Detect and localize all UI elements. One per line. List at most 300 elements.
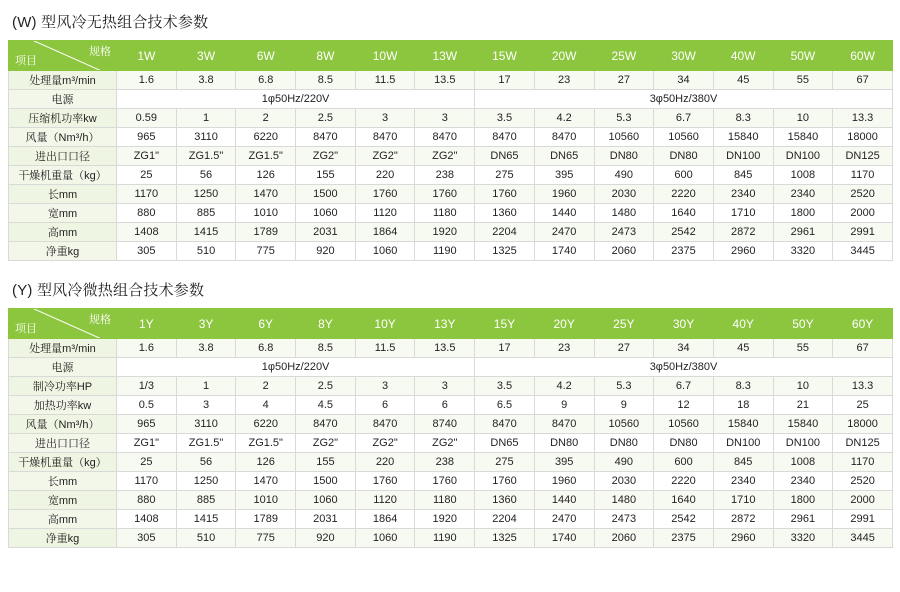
model-header-20w: 20W: [534, 41, 594, 71]
data-cell: 27: [594, 71, 654, 90]
data-cell: 4: [236, 396, 296, 415]
model-header-3w: 3W: [176, 41, 236, 71]
data-cell: 6: [415, 396, 475, 415]
data-cell: DN100: [713, 147, 773, 166]
data-cell: 2000: [833, 204, 893, 223]
data-cell: 1180: [415, 491, 475, 510]
data-cell: 220: [355, 453, 415, 472]
data-cell: 2031: [296, 510, 356, 529]
data-cell: 27: [594, 339, 654, 358]
data-cell: 3.8: [176, 339, 236, 358]
table-row: [9, 472, 893, 491]
table-row: [9, 128, 893, 147]
data-cell: 1480: [594, 491, 654, 510]
data-cell: 8470: [534, 128, 594, 147]
row-label: 高mm: [9, 510, 117, 529]
data-cell: 10560: [654, 128, 714, 147]
model-header-13y: 13Y: [415, 309, 475, 339]
power-supply-cell: 1φ50Hz/220V: [117, 358, 475, 377]
data-cell: 1408: [117, 510, 177, 529]
data-cell: 2520: [833, 185, 893, 204]
data-cell: 275: [475, 453, 535, 472]
row-label: 净重kg: [9, 529, 117, 548]
data-cell: 8470: [415, 128, 475, 147]
data-cell: 155: [296, 453, 356, 472]
data-cell: 45: [713, 339, 773, 358]
data-cell: 1710: [713, 491, 773, 510]
data-cell: 1470: [236, 472, 296, 491]
data-cell: 8.5: [296, 339, 356, 358]
data-cell: 8470: [355, 415, 415, 434]
model-header-30y: 30Y: [654, 309, 714, 339]
data-cell: 17: [475, 339, 535, 358]
data-cell: 6.7: [654, 377, 714, 396]
data-cell: 6.7: [654, 109, 714, 128]
data-cell: 8.3: [713, 109, 773, 128]
model-header-30w: 30W: [654, 41, 714, 71]
data-cell: 2473: [594, 223, 654, 242]
spec-table-w-body: [9, 41, 893, 261]
table-row: [9, 185, 893, 204]
data-cell: 920: [296, 242, 356, 261]
data-cell: 8.5: [296, 71, 356, 90]
data-cell: 6.5: [475, 396, 535, 415]
y-header-row: [9, 309, 893, 339]
data-cell: 2060: [594, 529, 654, 548]
data-cell: 3: [415, 109, 475, 128]
data-cell: 155: [296, 166, 356, 185]
data-cell: DN65: [534, 147, 594, 166]
row-label: 长mm: [9, 472, 117, 491]
row-label: 电源: [9, 358, 117, 377]
data-cell: DN65: [475, 147, 535, 166]
table-row: [9, 453, 893, 472]
data-cell: 3110: [176, 128, 236, 147]
data-cell: ZG2": [296, 147, 356, 166]
data-cell: 1760: [355, 472, 415, 491]
model-header-8w: 8W: [296, 41, 356, 71]
row-label: 电源: [9, 90, 117, 109]
data-cell: 1500: [296, 185, 356, 204]
model-header-20y: 20Y: [534, 309, 594, 339]
data-cell: 2960: [713, 242, 773, 261]
data-cell: 1640: [654, 204, 714, 223]
data-cell: 1: [176, 377, 236, 396]
data-cell: 126: [236, 453, 296, 472]
data-cell: ZG2": [296, 434, 356, 453]
data-cell: 67: [833, 339, 893, 358]
data-cell: 775: [236, 529, 296, 548]
corner-spec-label: 规格: [89, 314, 111, 326]
data-cell: 34: [654, 71, 714, 90]
data-cell: 55: [773, 71, 833, 90]
data-cell: ZG2": [355, 434, 415, 453]
data-cell: ZG2": [415, 147, 475, 166]
data-cell: 965: [117, 415, 177, 434]
data-cell: 2340: [713, 185, 773, 204]
data-cell: 1360: [475, 491, 535, 510]
w-header-row: [9, 41, 893, 71]
spec-table-y: [8, 308, 893, 548]
data-cell: 5.3: [594, 377, 654, 396]
data-cell: 1408: [117, 223, 177, 242]
table-row: [9, 242, 893, 261]
data-cell: DN100: [773, 434, 833, 453]
row-label: 宽mm: [9, 491, 117, 510]
data-cell: 15840: [773, 415, 833, 434]
row-label: 压缩机功率kw: [9, 109, 117, 128]
data-cell: 56: [176, 453, 236, 472]
data-cell: 1640: [654, 491, 714, 510]
data-cell: 13.3: [833, 377, 893, 396]
data-cell: 1325: [475, 242, 535, 261]
data-cell: 1789: [236, 510, 296, 529]
data-cell: 4.2: [534, 109, 594, 128]
data-cell: 1008: [773, 166, 833, 185]
data-cell: 2470: [534, 510, 594, 529]
data-cell: 1864: [355, 510, 415, 529]
model-header-6y: 6Y: [236, 309, 296, 339]
row-label: 风量（Nm³/h）: [9, 415, 117, 434]
data-cell: 1325: [475, 529, 535, 548]
data-cell: 2030: [594, 472, 654, 491]
row-label: 风量（Nm³/h）: [9, 128, 117, 147]
data-cell: 2520: [833, 472, 893, 491]
data-cell: 6.8: [236, 71, 296, 90]
data-cell: 1740: [534, 529, 594, 548]
data-cell: 275: [475, 166, 535, 185]
data-cell: 1920: [415, 510, 475, 529]
data-cell: 885: [176, 491, 236, 510]
data-cell: 13.5: [415, 339, 475, 358]
data-cell: 490: [594, 166, 654, 185]
table-row: [9, 434, 893, 453]
data-cell: 1060: [296, 491, 356, 510]
data-cell: 10560: [594, 128, 654, 147]
data-cell: 600: [654, 166, 714, 185]
data-cell: 8470: [296, 415, 356, 434]
data-cell: 920: [296, 529, 356, 548]
data-cell: 5.3: [594, 109, 654, 128]
data-cell: 1/3: [117, 377, 177, 396]
data-cell: 15840: [713, 128, 773, 147]
data-cell: 3110: [176, 415, 236, 434]
data-cell: 1960: [534, 185, 594, 204]
data-cell: 9: [534, 396, 594, 415]
data-cell: 2340: [773, 185, 833, 204]
data-cell: DN80: [654, 147, 714, 166]
data-cell: 2542: [654, 223, 714, 242]
data-cell: 8470: [475, 128, 535, 147]
data-cell: DN100: [773, 147, 833, 166]
table-row: [9, 223, 893, 242]
data-cell: 1760: [415, 472, 475, 491]
table-corner-cell: [9, 309, 117, 339]
data-cell: 23: [534, 71, 594, 90]
data-cell: 2375: [654, 529, 714, 548]
data-cell: DN65: [475, 434, 535, 453]
data-cell: 510: [176, 242, 236, 261]
data-cell: 965: [117, 128, 177, 147]
data-cell: 8.3: [713, 377, 773, 396]
model-header-15y: 15Y: [475, 309, 535, 339]
corner-spec-label: 规格: [89, 46, 111, 58]
data-cell: 1060: [355, 242, 415, 261]
table-corner-cell: [9, 41, 117, 71]
corner-item-label: 项目: [15, 323, 37, 335]
power-supply-cell: 1φ50Hz/220V: [117, 90, 475, 109]
model-header-25y: 25Y: [594, 309, 654, 339]
model-header-8y: 8Y: [296, 309, 356, 339]
data-cell: 1760: [475, 472, 535, 491]
power-supply-cell: 3φ50Hz/380V: [475, 90, 893, 109]
section-title-y: (Y) 型风冷微热组合技术参数: [12, 282, 205, 299]
data-cell: 2473: [594, 510, 654, 529]
data-cell: 25: [833, 396, 893, 415]
data-cell: 10560: [594, 415, 654, 434]
table-row: [9, 377, 893, 396]
data-cell: 1008: [773, 453, 833, 472]
data-cell: 1800: [773, 204, 833, 223]
row-label: 进出口口径: [9, 147, 117, 166]
data-cell: 2340: [773, 472, 833, 491]
model-header-10w: 10W: [355, 41, 415, 71]
data-cell: 2872: [713, 510, 773, 529]
table-row: [9, 396, 893, 415]
data-cell: 2031: [296, 223, 356, 242]
data-cell: 2960: [713, 529, 773, 548]
data-cell: 0.59: [117, 109, 177, 128]
data-cell: 600: [654, 453, 714, 472]
row-label: 进出口口径: [9, 434, 117, 453]
data-cell: 8470: [296, 128, 356, 147]
row-label: 干燥机重量（kg）: [9, 166, 117, 185]
row-label: 净重kg: [9, 242, 117, 261]
model-header-1w: 1W: [117, 41, 177, 71]
data-cell: 2470: [534, 223, 594, 242]
table-row: [9, 358, 893, 377]
data-cell: 2204: [475, 223, 535, 242]
model-header-60w: 60W: [833, 41, 893, 71]
data-cell: ZG2": [355, 147, 415, 166]
data-cell: 3445: [833, 529, 893, 548]
data-cell: 3320: [773, 242, 833, 261]
table-row: [9, 147, 893, 166]
data-cell: 8470: [475, 415, 535, 434]
data-cell: DN80: [534, 434, 594, 453]
row-label: 制冷功率HP: [9, 377, 117, 396]
data-cell: ZG1.5": [236, 147, 296, 166]
data-cell: 8740: [415, 415, 475, 434]
data-cell: 2872: [713, 223, 773, 242]
data-cell: DN125: [833, 434, 893, 453]
data-cell: 11.5: [355, 339, 415, 358]
data-cell: 1864: [355, 223, 415, 242]
data-cell: 1060: [296, 204, 356, 223]
data-cell: 1800: [773, 491, 833, 510]
data-cell: 67: [833, 71, 893, 90]
data-cell: 1170: [833, 166, 893, 185]
data-cell: ZG1": [117, 434, 177, 453]
data-cell: ZG1.5": [236, 434, 296, 453]
spec-table-w: [8, 40, 893, 261]
data-cell: ZG1.5": [176, 434, 236, 453]
model-header-1y: 1Y: [117, 309, 177, 339]
data-cell: 8470: [355, 128, 415, 147]
data-cell: 395: [534, 166, 594, 185]
data-cell: 3.8: [176, 71, 236, 90]
data-cell: 3.5: [475, 109, 535, 128]
data-cell: 13.3: [833, 109, 893, 128]
data-cell: 2030: [594, 185, 654, 204]
data-cell: ZG2": [415, 434, 475, 453]
model-header-25w: 25W: [594, 41, 654, 71]
data-cell: 6: [355, 396, 415, 415]
data-cell: 3320: [773, 529, 833, 548]
data-cell: 2961: [773, 510, 833, 529]
data-cell: 885: [176, 204, 236, 223]
data-cell: 1470: [236, 185, 296, 204]
data-cell: 1415: [176, 223, 236, 242]
data-cell: 6.8: [236, 339, 296, 358]
spec-table-y-body: [9, 309, 893, 548]
data-cell: 1440: [534, 204, 594, 223]
data-cell: 6220: [236, 415, 296, 434]
table-row: [9, 166, 893, 185]
data-cell: 8470: [534, 415, 594, 434]
model-header-13w: 13W: [415, 41, 475, 71]
row-label: 长mm: [9, 185, 117, 204]
data-cell: ZG1.5": [176, 147, 236, 166]
data-cell: DN125: [833, 147, 893, 166]
row-label: 宽mm: [9, 204, 117, 223]
data-cell: 126: [236, 166, 296, 185]
data-cell: 4.2: [534, 377, 594, 396]
data-cell: ZG1": [117, 147, 177, 166]
data-cell: 880: [117, 204, 177, 223]
data-cell: 1415: [176, 510, 236, 529]
power-supply-cell: 3φ50Hz/380V: [475, 358, 893, 377]
data-cell: 1960: [534, 472, 594, 491]
data-cell: 2000: [833, 491, 893, 510]
data-cell: 2.5: [296, 377, 356, 396]
data-cell: 1170: [117, 185, 177, 204]
data-cell: 55: [773, 339, 833, 358]
section-w-type: [0, 0, 900, 261]
model-header-15w: 15W: [475, 41, 535, 71]
data-cell: 1480: [594, 204, 654, 223]
data-cell: DN80: [654, 434, 714, 453]
data-cell: 2220: [654, 185, 714, 204]
data-cell: 2542: [654, 510, 714, 529]
model-header-40y: 40Y: [713, 309, 773, 339]
data-cell: 2961: [773, 223, 833, 242]
data-cell: 845: [713, 166, 773, 185]
data-cell: 1920: [415, 223, 475, 242]
data-cell: 305: [117, 242, 177, 261]
data-cell: 1250: [176, 472, 236, 491]
table-row: [9, 529, 893, 548]
data-cell: 1760: [415, 185, 475, 204]
data-cell: 18000: [833, 128, 893, 147]
model-header-40w: 40W: [713, 41, 773, 71]
data-cell: 1: [176, 109, 236, 128]
data-cell: 25: [117, 453, 177, 472]
data-cell: 18000: [833, 415, 893, 434]
table-row: [9, 109, 893, 128]
row-label: 干燥机重量（kg）: [9, 453, 117, 472]
row-label: 处理量m³/min: [9, 71, 117, 90]
row-label: 高mm: [9, 223, 117, 242]
data-cell: 10: [773, 377, 833, 396]
data-cell: 1760: [355, 185, 415, 204]
data-cell: 2.5: [296, 109, 356, 128]
row-label: 处理量m³/min: [9, 339, 117, 358]
data-cell: 510: [176, 529, 236, 548]
data-cell: 1120: [355, 491, 415, 510]
data-cell: 1190: [415, 529, 475, 548]
data-cell: 3: [355, 109, 415, 128]
table-row: [9, 415, 893, 434]
data-cell: 18: [713, 396, 773, 415]
data-cell: 2991: [833, 223, 893, 242]
data-cell: 1010: [236, 491, 296, 510]
section-y-type: [0, 261, 900, 548]
data-cell: 1760: [475, 185, 535, 204]
data-cell: 45: [713, 71, 773, 90]
data-cell: 2204: [475, 510, 535, 529]
data-cell: 1710: [713, 204, 773, 223]
data-cell: 56: [176, 166, 236, 185]
data-cell: 2: [236, 377, 296, 396]
data-cell: 1740: [534, 242, 594, 261]
model-header-60y: 60Y: [833, 309, 893, 339]
data-cell: 23: [534, 339, 594, 358]
table-row: [9, 510, 893, 529]
data-cell: 0.5: [117, 396, 177, 415]
table-row: [9, 491, 893, 510]
data-cell: 2: [236, 109, 296, 128]
data-cell: 3445: [833, 242, 893, 261]
corner-item-label: 项目: [15, 55, 37, 67]
section-title-w: (W) 型风冷无热组合技术参数: [12, 14, 209, 31]
data-cell: 1120: [355, 204, 415, 223]
data-cell: 6220: [236, 128, 296, 147]
data-cell: 395: [534, 453, 594, 472]
data-cell: 1170: [117, 472, 177, 491]
data-cell: DN80: [594, 147, 654, 166]
data-cell: 3: [176, 396, 236, 415]
data-cell: 1.6: [117, 339, 177, 358]
model-header-3y: 3Y: [176, 309, 236, 339]
data-cell: 1789: [236, 223, 296, 242]
data-cell: 1440: [534, 491, 594, 510]
data-cell: 3: [415, 377, 475, 396]
data-cell: 2375: [654, 242, 714, 261]
data-cell: 775: [236, 242, 296, 261]
data-cell: 15840: [773, 128, 833, 147]
data-cell: 238: [415, 166, 475, 185]
data-cell: 15840: [713, 415, 773, 434]
table-row: [9, 90, 893, 109]
model-header-10y: 10Y: [355, 309, 415, 339]
data-cell: 1190: [415, 242, 475, 261]
data-cell: 2991: [833, 510, 893, 529]
data-cell: 11.5: [355, 71, 415, 90]
data-cell: 9: [594, 396, 654, 415]
data-cell: 2220: [654, 472, 714, 491]
model-header-50y: 50Y: [773, 309, 833, 339]
